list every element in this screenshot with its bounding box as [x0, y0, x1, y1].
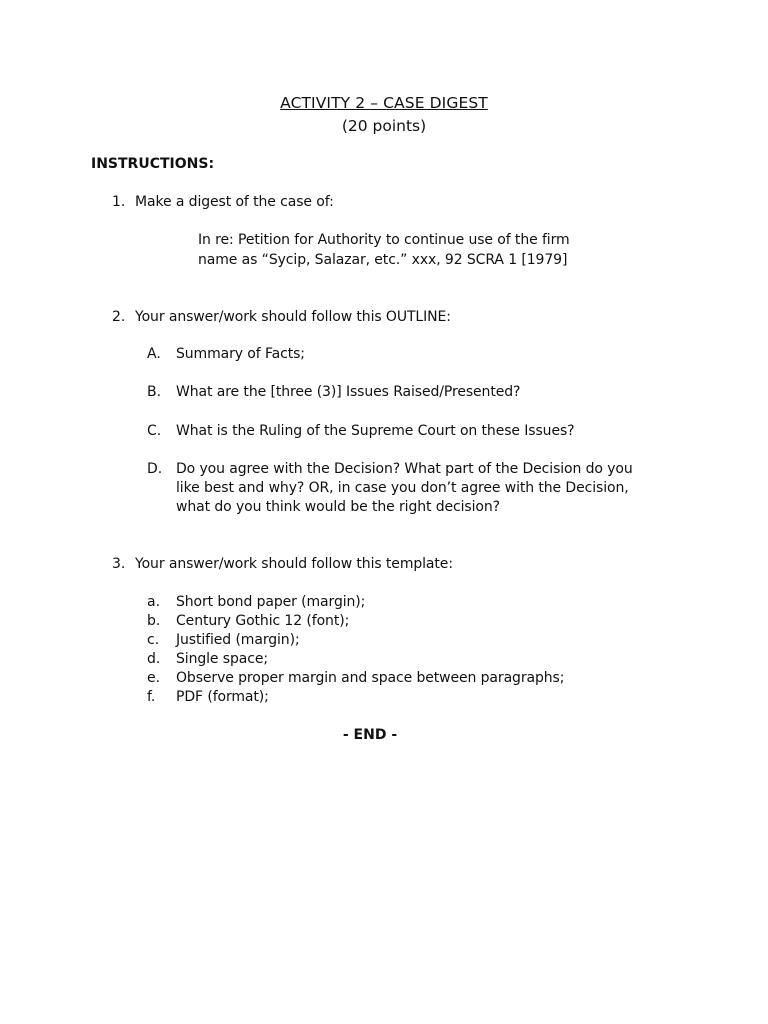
item-3-text: Your answer/work should follow this template: [135, 556, 453, 572]
template-letter-f: f. [147, 689, 156, 705]
case-title-line-2 [198, 252, 567, 268]
template-letter-c: c. [147, 632, 160, 648]
template-item-d: Single space; [176, 651, 268, 667]
outline-item-c: What is the Ruling of the Supreme Court on these Issues? [176, 423, 575, 439]
outline-letter-b: B. [147, 384, 162, 400]
points-subtitle: (20 points) [341, 117, 427, 135]
outline-item-d-line-3: what do you think would be the right decision? [176, 499, 500, 515]
item-2-number: 2. [112, 309, 126, 325]
outline-letter-a: A. [147, 346, 161, 362]
template-letter-d: d. [147, 651, 161, 667]
case-firm-name: name as “Sycip, Salazar, etc.” [198, 252, 408, 268]
item-1-text: Make a digest of the case of: [135, 194, 334, 210]
item-1-number: 1. [112, 194, 126, 210]
outline-item-d-line-1: Do you agree with the Decision? What part of the Decision do you [176, 461, 633, 477]
instructions-label: INSTRUCTIONS: [91, 156, 215, 172]
template-item-a: Short bond paper (margin); [176, 594, 366, 610]
template-letter-a: a. [147, 594, 161, 610]
end-marker: - END - [342, 727, 398, 743]
template-item-c: Justified (margin); [176, 632, 300, 648]
template-letter-e: e. [147, 670, 161, 686]
template-item-b: Century Gothic 12 (font); [176, 613, 350, 629]
page-title: ACTIVITY 2 – CASE DIGEST [280, 94, 488, 112]
outline-item-a: Summary of Facts; [176, 346, 305, 362]
case-title-line-1: In re: Petition for Authority to continue use of the firm [198, 232, 570, 248]
outline-item-b: What are the [three (3)] Issues Raised/Presented? [176, 384, 521, 400]
template-letter-b: b. [147, 613, 161, 629]
template-item-e: Observe proper margin and space between paragraphs; [176, 670, 565, 686]
item-2-text: Your answer/work should follow this OUTLINE: [135, 309, 451, 325]
template-item-f: PDF (format); [176, 689, 269, 705]
item-3-number: 3. [112, 556, 126, 572]
case-citation: xxx, 92 SCRA 1 [1979] [407, 252, 568, 268]
outline-letter-c: C. [147, 423, 162, 439]
outline-item-d-line-2: like best and why? OR, in case you don’t agree with the Decision, [176, 480, 629, 496]
outline-letter-d: D. [147, 461, 163, 477]
